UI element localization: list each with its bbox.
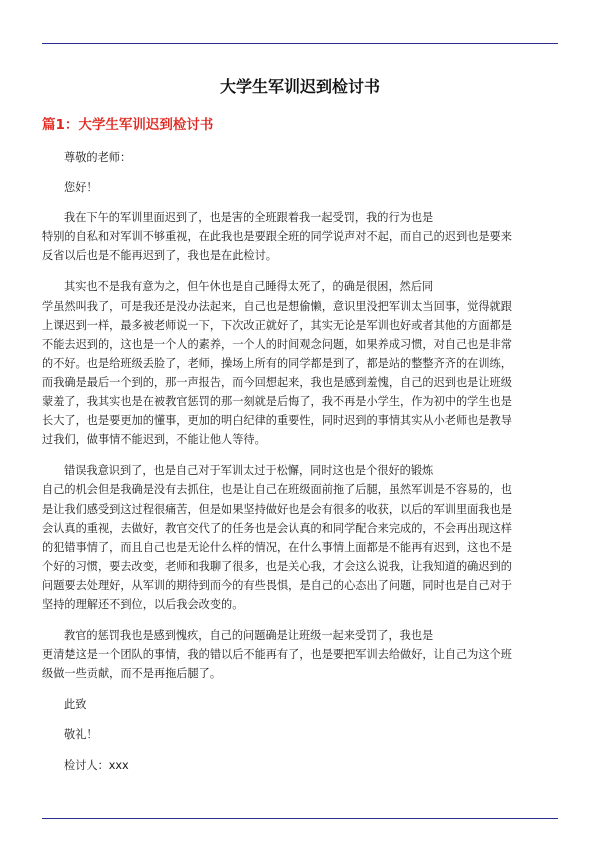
paragraph-line: 会认真的重视，去做好，教官交代了的任务也是会认真的和同学配合来完成的，不会再出现这样 [42,521,512,535]
signature: 检讨人：xxx [64,758,129,772]
paragraph-line: 的犯错事情了，而且自己也是无论什么样的情况，在什么事情上面都是不能再有迟到，这也不是 [42,540,512,554]
closing-2: 敬礼！ [64,728,98,742]
paragraph-4 [42,626,558,683]
paragraph-line: 是让我们感受到这过程很痛苦，但是如果坚持做好也是会有很多的收获，以后的军训里面我也是 [42,502,512,516]
paragraph-line: 错误我意识到了，也是自己对于军训太过于松懈，同时这也是个很好的锻炼 [64,464,434,478]
closing-1: 此致 [64,698,87,712]
paragraph-line: 级做一些贡献，而不是再拖后腿了。 [42,667,222,681]
page-title: 大学生军训迟到检讨书 [219,77,380,96]
paragraph-line: 上课迟到一样，最多被老师说一下，下次改正就好了，其实无论是军训也好或者其他的方面都是 [42,318,512,332]
paragraph-line: 蒙羞了，我其实也是在被教官惩罚的那一刻就是后悔了，我不再是小学生，作为初中的学生也是 [42,395,512,409]
paragraph-line: 不能去迟到的，这也是一个人的素养，一个人的时间观念问题，如果养成习惯，对自己也是非常 [42,337,512,351]
paragraph-line: 过我们，做事情不能迟到，不能让他人等待。 [42,433,266,447]
paragraph-line: 个好的习惯，要去改变，老师和我聊了很多，也是关心我，才会这么说我，让我知道的确迟到的 [42,559,512,573]
paragraph-line: 教官的惩罚我也是感到愧疚，自己的问题确是让班级一起来受罚了，我也是 [64,629,434,643]
paragraph-line: 坚持的理解还不到位，以后我会改变的。 [42,597,244,611]
paragraph-line: 我在下午的军训里面迟到了，也是害的全班跟着我一起受罚，我的行为也是 [64,211,434,225]
paragraph-3 [42,461,558,614]
paragraph-line: 长大了，也是要更加的懂事，更加的明白纪律的重要性，同时迟到的事情其实从小老师也是教导 [42,414,512,428]
paragraph-line: 反省以后也是不能再迟到了，我也是在此检讨。 [42,249,277,263]
paragraph-line: 自己的机会但是我确是没有去抓住，也是让自己在班级面前拖了后腿，虽然军训是不容易的，也 [42,483,512,497]
paragraph-line: 而我确是最后一个到的，那一声报告，而今回想起来，我也是感到羞愧，自己的迟到也是让班级 [42,375,512,389]
paragraph-line: 其实也不是我有意为之，但午休也是自己睡得太死了，的确是很困，然后同 [64,280,434,294]
paragraph-line: 特别的自私和对军训不够重视，在此我也是要跟全班的同学说声对不起，而自己的迟到也是要来 [42,230,512,244]
document-body [42,76,558,786]
section-heading: 篇1：大学生军训迟到检讨书 [42,117,214,133]
paragraph-line: 问题要去处理好，从军训的期待到而今的有些畏惧，是自己的心态出了问题，同时也是自己对于 [42,578,512,592]
paragraph-line: 更清楚这是一个团队的事情，我的错以后不能再有了，也是要把军训去给做好，让自己为这个班 [42,648,512,662]
salutation: 尊敬的老师： [64,151,132,164]
paragraph-line: 的不好。也是给班级丢脸了，老师，操场上所有的同学都是到了，都是站的整整齐齐的在训练， [42,356,512,370]
greeting: 您好！ [64,181,98,195]
bottom-rule [42,818,558,819]
paragraph-1 [42,208,558,265]
paragraph-2 [42,277,558,449]
top-rule [42,43,558,44]
paragraph-line: 学虽然叫我了，可是我还是没办法起来，自己也是想偷懒，意识里没把军训太当回事，觉得就跟 [42,299,512,313]
